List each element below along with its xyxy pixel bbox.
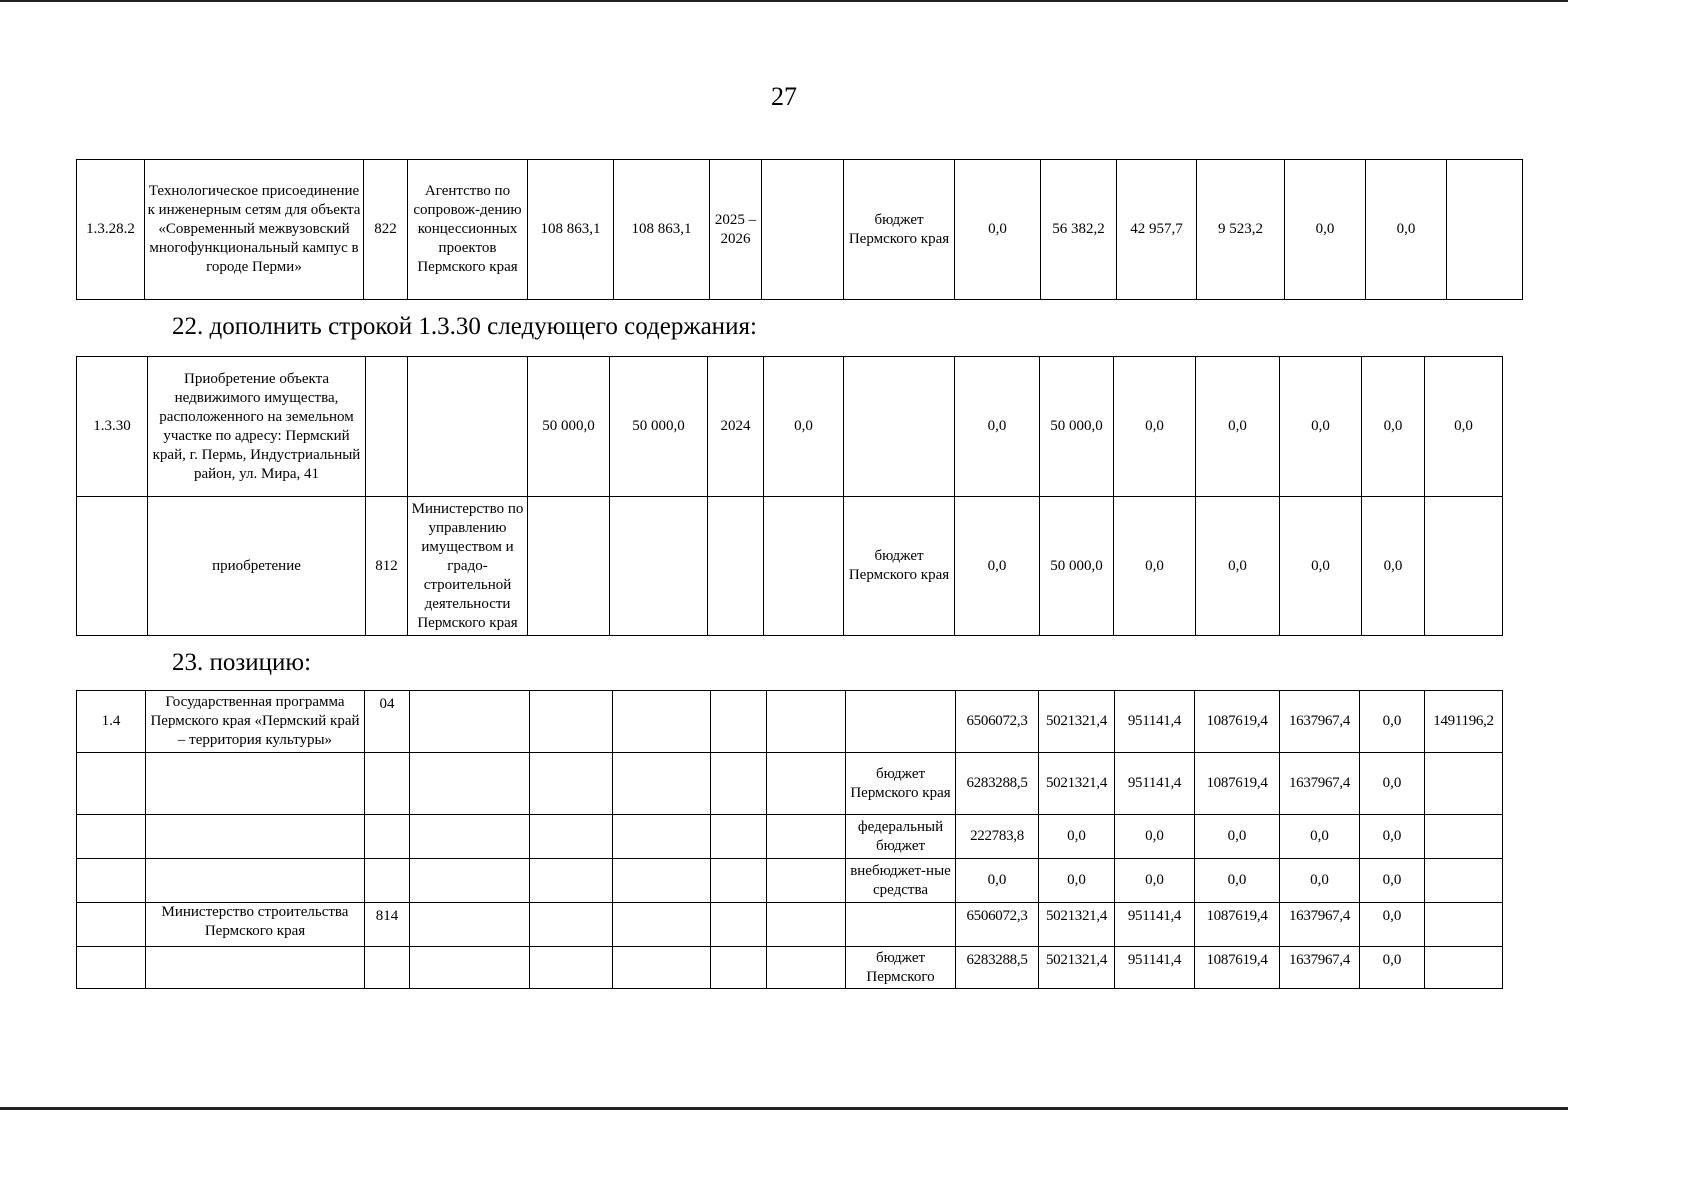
cell-value: 0,0 — [1115, 859, 1195, 903]
cell-value: 50 000,0 — [528, 357, 610, 497]
cell-code — [77, 753, 146, 815]
cell-executor — [410, 947, 530, 989]
cell-value — [528, 497, 610, 636]
cell-value: 0,0 — [955, 160, 1041, 300]
cell-value: 5021321,4 — [1039, 753, 1115, 815]
cell-value: 1637967,4 — [1280, 691, 1360, 753]
cell-value: 1637967,4 — [1280, 753, 1360, 815]
table-row — [77, 691, 1503, 753]
cell-executor: Агентство по сопровож-дению концессионных проектов Пермского края — [408, 160, 528, 300]
cell-value: 1491196,2 — [1425, 691, 1503, 753]
cell-value: 5021321,4 — [1039, 947, 1115, 989]
cell-executor — [410, 859, 530, 903]
cell-executor — [410, 753, 530, 815]
table-row-1-3-28-2 — [76, 159, 1523, 300]
cell-grbs: 822 — [364, 160, 408, 300]
cell-value — [1425, 815, 1503, 859]
cell-value: 6283288,5 — [956, 947, 1039, 989]
cell-value: 1087619,4 — [1195, 753, 1280, 815]
cell-value — [530, 947, 613, 989]
table-row — [77, 903, 1503, 947]
cell-value: 951141,4 — [1115, 947, 1195, 989]
cell-value — [530, 753, 613, 815]
cell-grbs: 814 — [365, 903, 410, 947]
cell-code: 1.3.28.2 — [77, 160, 145, 300]
cell-value: 0,0 — [1280, 357, 1362, 497]
cell-source: федеральный бюджет — [846, 815, 956, 859]
cell-value: 951141,4 — [1115, 903, 1195, 947]
cell-value — [1447, 160, 1523, 300]
table-row — [77, 815, 1503, 859]
cell-value: 50 000,0 — [1040, 497, 1114, 636]
heading-item-23: 23. позицию: — [172, 649, 312, 676]
cell-period — [711, 903, 767, 947]
cell-value: 108 863,1 — [614, 160, 710, 300]
cell-value — [764, 497, 844, 636]
cell-value — [530, 903, 613, 947]
cell-value: 0,0 — [1362, 497, 1425, 636]
cell-value: 0,0 — [1360, 859, 1425, 903]
cell-grbs — [365, 859, 410, 903]
cell-value — [613, 753, 711, 815]
cell-value: 222783,8 — [956, 815, 1039, 859]
cell-value: 1637967,4 — [1280, 947, 1360, 989]
cell-value: 56 382,2 — [1041, 160, 1117, 300]
cell-value — [1425, 947, 1503, 989]
cell-period — [711, 947, 767, 989]
cell-value — [1425, 859, 1503, 903]
cell-period — [711, 815, 767, 859]
cell-value — [767, 753, 846, 815]
table-position-1-4 — [76, 690, 1503, 989]
cell-name: Приобретение объекта недвижимого имущества, расположенного на земельном участке по адресу: Пермский край, г. Пермь, Индустриальный район, ул. Мира, 41 — [148, 357, 366, 497]
cell-name: Технологическое присоединение к инженерным сетям для объекта «Современный межвузовский многофункциональный кампус в городе Перми» — [145, 160, 364, 300]
table-row — [77, 497, 1503, 636]
cell-executor: Министерство по управлению имуществом и градо-строительной деятельности Пермского края — [408, 497, 528, 636]
cell-value: 0,0 — [1114, 497, 1196, 636]
cell-value: 6506072,3 — [956, 903, 1039, 947]
cell-value: 0,0 — [1195, 815, 1280, 859]
cell-value — [613, 691, 711, 753]
table-row — [77, 859, 1503, 903]
cell-value — [767, 947, 846, 989]
cell-value: 1087619,4 — [1195, 903, 1280, 947]
cell-value: 951141,4 — [1115, 753, 1195, 815]
cell-grbs: 04 — [365, 691, 410, 753]
table-row — [77, 160, 1523, 300]
cell-value: 0,0 — [1362, 357, 1425, 497]
cell-value — [613, 815, 711, 859]
cell-value: 0,0 — [1366, 160, 1447, 300]
cell-value: 1087619,4 — [1195, 947, 1280, 989]
cell-value: 0,0 — [1285, 160, 1366, 300]
cell-name — [146, 859, 365, 903]
cell-source: бюджет Пермского края — [846, 753, 956, 815]
cell-value: 0,0 — [1114, 357, 1196, 497]
cell-value: 50 000,0 — [1040, 357, 1114, 497]
cell-value — [1425, 497, 1503, 636]
cell-grbs — [365, 753, 410, 815]
cell-value: 0,0 — [1280, 497, 1362, 636]
cell-executor — [410, 903, 530, 947]
cell-value: 0,0 — [1360, 947, 1425, 989]
cell-value: 0,0 — [955, 497, 1040, 636]
cell-value: 1087619,4 — [1195, 691, 1280, 753]
cell-executor — [410, 815, 530, 859]
cell-value — [613, 859, 711, 903]
cell-name: приобретение — [148, 497, 366, 636]
cell-value: 6283288,5 — [956, 753, 1039, 815]
cell-value — [613, 903, 711, 947]
table-row-1-3-30 — [76, 356, 1503, 636]
cell-value: 6506072,3 — [956, 691, 1039, 753]
cell-period: 2024 — [708, 357, 764, 497]
cell-value: 0,0 — [955, 357, 1040, 497]
cell-value — [613, 947, 711, 989]
cell-name — [146, 753, 365, 815]
cell-grbs — [365, 947, 410, 989]
cell-value — [610, 497, 708, 636]
cell-value: 0,0 — [1360, 753, 1425, 815]
cell-source — [846, 691, 956, 753]
cell-source: бюджет Пермского края — [844, 160, 955, 300]
cell-name: Министерство строительства Пермского края — [146, 903, 365, 947]
cell-code: 1.4 — [77, 691, 146, 753]
cell-value: 0,0 — [1039, 859, 1115, 903]
cell-name — [146, 947, 365, 989]
cell-value — [530, 691, 613, 753]
cell-value: 0,0 — [1195, 859, 1280, 903]
cell-value: 0,0 — [1360, 691, 1425, 753]
cell-value — [530, 859, 613, 903]
cell-value — [1425, 753, 1503, 815]
cell-value: 0,0 — [956, 859, 1039, 903]
cell-grbs: 812 — [366, 497, 408, 636]
cell-value — [767, 815, 846, 859]
cell-source: внебюджет-ные средства — [846, 859, 956, 903]
cell-value — [767, 859, 846, 903]
cell-value: 108 863,1 — [528, 160, 614, 300]
cell-period — [711, 753, 767, 815]
cell-value: 0,0 — [1425, 357, 1503, 497]
cell-value: 0,0 — [1280, 859, 1360, 903]
cell-code — [77, 947, 146, 989]
cell-code — [77, 903, 146, 947]
cell-source — [846, 903, 956, 947]
cell-value — [767, 903, 846, 947]
scan-edge-top — [0, 0, 1568, 2]
cell-value: 951141,4 — [1115, 691, 1195, 753]
cell-code — [77, 497, 148, 636]
table-row — [77, 357, 1503, 497]
cell-value: 50 000,0 — [610, 357, 708, 497]
cell-value: 0,0 — [1360, 815, 1425, 859]
cell-value — [762, 160, 844, 300]
cell-code: 1.3.30 — [77, 357, 148, 497]
cell-period — [708, 497, 764, 636]
table-row — [77, 753, 1503, 815]
cell-period — [711, 859, 767, 903]
scan-edge-bottom — [0, 1107, 1568, 1110]
cell-value: 5021321,4 — [1039, 691, 1115, 753]
cell-value: 0,0 — [764, 357, 844, 497]
cell-period: 2025 – 2026 — [710, 160, 762, 300]
cell-value: 0,0 — [1196, 497, 1280, 636]
cell-value: 0,0 — [1039, 815, 1115, 859]
heading-item-22: 22. дополнить строкой 1.3.30 следующего содержания: — [172, 313, 757, 340]
cell-value: 42 957,7 — [1117, 160, 1197, 300]
cell-source — [844, 357, 955, 497]
cell-value: 0,0 — [1360, 903, 1425, 947]
cell-name — [146, 815, 365, 859]
cell-value: 0,0 — [1115, 815, 1195, 859]
cell-value: 1637967,4 — [1280, 903, 1360, 947]
page-number: 27 — [771, 82, 797, 111]
table-row — [77, 947, 1503, 989]
cell-source: бюджет Пермского края — [844, 497, 955, 636]
cell-value — [1425, 903, 1503, 947]
cell-code — [77, 815, 146, 859]
cell-source: бюджет Пермского — [846, 947, 956, 989]
cell-grbs — [366, 357, 408, 497]
cell-value: 5021321,4 — [1039, 903, 1115, 947]
cell-value — [530, 815, 613, 859]
cell-value — [767, 691, 846, 753]
cell-grbs — [365, 815, 410, 859]
cell-value: 0,0 — [1196, 357, 1280, 497]
cell-period — [711, 691, 767, 753]
cell-value: 0,0 — [1280, 815, 1360, 859]
cell-code — [77, 859, 146, 903]
cell-executor — [408, 357, 528, 497]
cell-name: Государственная программа Пермского края «Пермский край – территория культуры» — [146, 691, 365, 753]
cell-executor — [410, 691, 530, 753]
cell-value: 9 523,2 — [1197, 160, 1285, 300]
